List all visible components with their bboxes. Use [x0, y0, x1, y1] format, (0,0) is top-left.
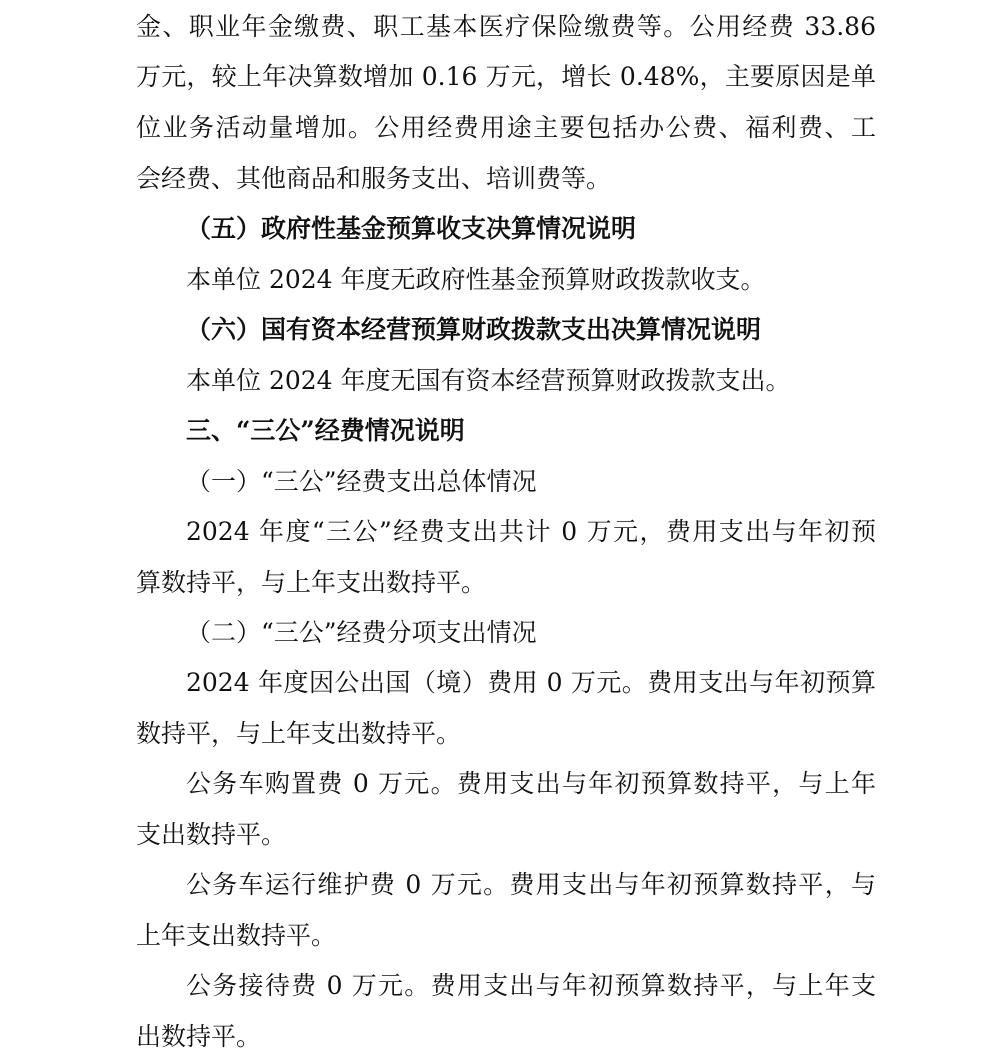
paragraph-line: 出数持平。	[136, 1022, 262, 1051]
paragraph-line: 本单位 2024 年度无国有资本经营预算财政拨款支出。	[186, 366, 791, 395]
paragraph-line: 万元，较上年决算数增加 0.16 万元，增长 0.48%，主要原因是单	[136, 62, 876, 91]
paragraph-line: 2024 年度因公出国（境）费用 0 万元。费用支出与年初预算	[186, 668, 876, 697]
subsection-heading: （二）“三公”经费分项支出情况	[186, 618, 537, 647]
chapter-heading: 三、“三公”经费情况说明	[186, 416, 465, 445]
section-heading: （六）国有资本经营预算财政拨款支出决算情况说明	[186, 315, 762, 344]
paragraph-line: 金、职业年金缴费、职工基本医疗保险缴费等。公用经费 33.86	[136, 12, 876, 41]
paragraph-line: 本单位 2024 年度无政府性基金预算财政拨款收支。	[186, 265, 766, 294]
paragraph-line: 2024 年度“三公”经费支出共计 0 万元，费用支出与年初预	[186, 517, 876, 546]
paragraph-line: 数持平，与上年支出数持平。	[136, 719, 462, 748]
section-heading: （五）政府性基金预算收支决算情况说明	[186, 214, 637, 243]
subsection-heading: （一）“三公”经费支出总体情况	[186, 467, 537, 496]
paragraph-line: 位业务活动量增加。公用经费用途主要包括办公费、福利费、工	[136, 113, 876, 142]
paragraph-line: 公务接待费 0 万元。费用支出与年初预算数持平，与上年支	[186, 971, 876, 1000]
paragraph-line: 公务车购置费 0 万元。费用支出与年初预算数持平，与上年	[186, 769, 876, 798]
paragraph-line: 支出数持平。	[136, 820, 287, 849]
paragraph-line: 上年支出数持平。	[136, 921, 337, 950]
paragraph-line: 算数持平，与上年支出数持平。	[136, 568, 487, 597]
paragraph-line: 会经费、其他商品和服务支出、培训费等。	[136, 164, 612, 193]
paragraph-line: 公务车运行维护费 0 万元。费用支出与年初预算数持平，与	[186, 870, 876, 899]
